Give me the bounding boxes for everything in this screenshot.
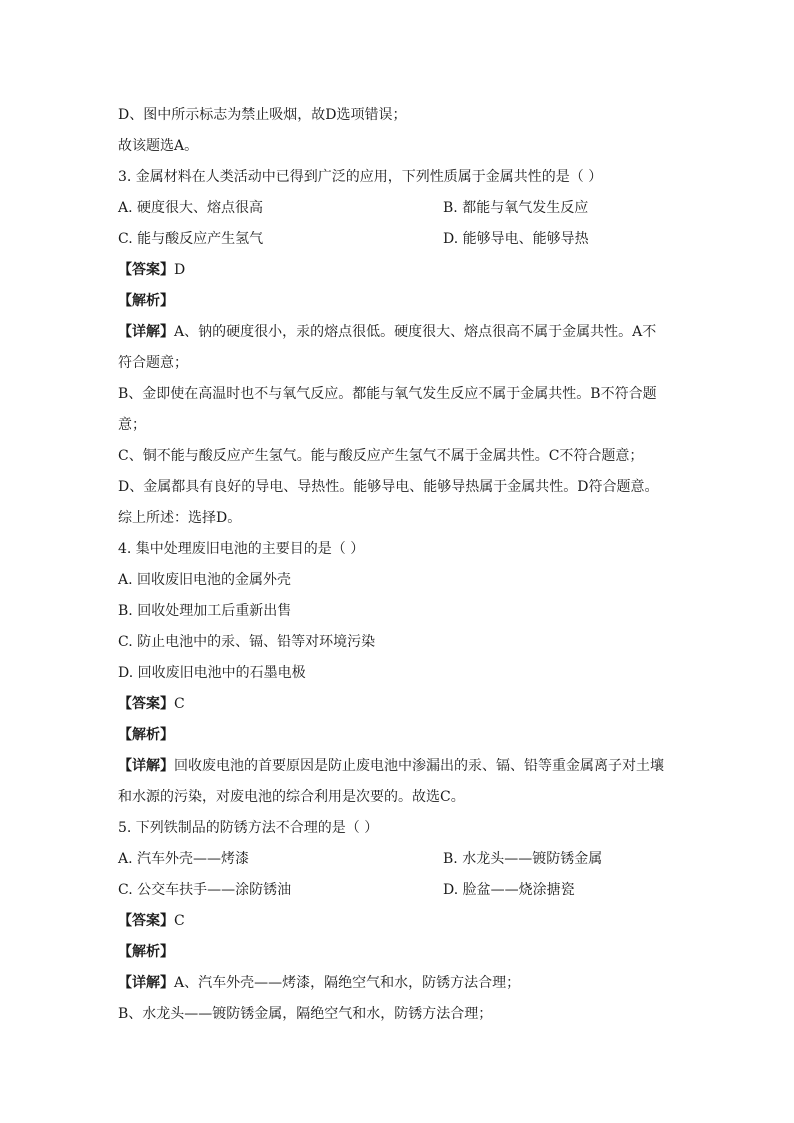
- q5-option-a: A. 汽车外壳——烤漆: [118, 851, 250, 867]
- q3-summary: 综上所述：选择D。: [118, 510, 242, 526]
- q5-option-d: D. 脸盆——烧涂搪瓷: [443, 882, 575, 898]
- q3-options-row-2: [118, 224, 678, 255]
- q3-detail-b: B、金即使在高温时也不与氧气反应。都能与氧气发生反应不属于金属共性。B不符合题意；: [118, 386, 657, 433]
- q3-answer-value: D: [174, 262, 186, 278]
- q3-option-d: D. 能够导电、能够导热: [443, 231, 589, 247]
- q3-detail-a-text: A、钠的硬度很小，汞的熔点很低。硬度很大、熔点很高不属于金属共性。A不符合题意；: [118, 324, 657, 371]
- q4-option-a: A. 回收废旧电池的金属外壳: [118, 572, 292, 588]
- q2-conclusion: 故该题选A。: [118, 138, 199, 154]
- answer-tag: 【答案】: [118, 913, 174, 929]
- answer-tag: 【答案】: [118, 696, 174, 712]
- answer-tag: 【答案】: [118, 262, 174, 278]
- detail-tag: 【详解】: [118, 758, 174, 774]
- q5-answer: [118, 906, 678, 937]
- q4-detail-text: 回收废电池的首要原因是防止废电池中渗漏出的汞、镉、铅等重金属离子对土壤和水源的污染，对废电池的综合利用是次要的。故选C。: [118, 758, 664, 805]
- q5-options-row-1: [118, 844, 678, 875]
- q5-detail-a-text: A、汽车外壳——烤漆，隔绝空气和水，防锈方法合理；: [174, 975, 521, 991]
- q3-detail-d: D、金属都具有良好的导电、导热性。能够导电、能够导热属于金属共性。D符合题意。: [118, 479, 659, 495]
- detail-tag: 【详解】: [118, 975, 174, 991]
- q3-detail-c: C、铜不能与酸反应产生氢气。能与酸反应产生氢气不属于金属共性。C不符合题意；: [118, 448, 644, 464]
- q3-analysis-heading: [118, 286, 678, 317]
- q5-option-c: C. 公交车扶手——涂防锈油: [118, 882, 292, 898]
- analysis-tag: 【解析】: [118, 727, 174, 743]
- q5-answer-value: C: [174, 913, 185, 929]
- q4-option-d: D. 回收废旧电池中的石墨电极: [118, 665, 306, 681]
- q3-options-row-1: [118, 193, 678, 224]
- q5-option-b: B. 水龙头——镀防锈金属: [443, 851, 603, 867]
- q4-option-b: B. 回收处理加工后重新出售: [118, 603, 292, 619]
- q3-option-c: C. 能与酸反应产生氢气: [118, 231, 264, 247]
- q4-answer-value: C: [174, 696, 185, 712]
- q3-detail-a: [118, 317, 666, 379]
- q5-detail-a: [118, 968, 678, 999]
- q3-answer: [118, 255, 678, 286]
- q4-answer: [118, 689, 678, 720]
- q5-analysis-heading: [118, 937, 678, 968]
- q4-analysis-heading: [118, 720, 678, 751]
- analysis-tag: 【解析】: [118, 944, 174, 960]
- q4-detail: [118, 751, 666, 813]
- q4-stem: 4. 集中处理废旧电池的主要目的是（ ）: [118, 541, 365, 557]
- q5-options-row-2: [118, 875, 678, 906]
- analysis-tag: 【解析】: [118, 293, 174, 309]
- q4-option-c: C. 防止电池中的汞、镉、铅等对环境污染: [118, 634, 376, 650]
- q5-detail-b: B、水龙头——镀防锈金属，隔绝空气和水，防锈方法合理；: [118, 1006, 493, 1022]
- q5-stem: 5. 下列铁制品的防锈方法不合理的是（ ）: [118, 820, 379, 836]
- document-page: [118, 100, 678, 1030]
- detail-tag: 【详解】: [118, 324, 174, 340]
- q2-option-d-explanation: D、图中所示标志为禁止吸烟，故D选项错误；: [118, 107, 407, 123]
- q3-option-a: A. 硬度很大、熔点很高: [118, 200, 264, 216]
- q3-stem: 3. 金属材料在人类活动中已得到广泛的应用，下列性质属于金属共性的是（ ）: [118, 169, 603, 185]
- q3-option-b: B. 都能与氧气发生反应: [443, 200, 589, 216]
